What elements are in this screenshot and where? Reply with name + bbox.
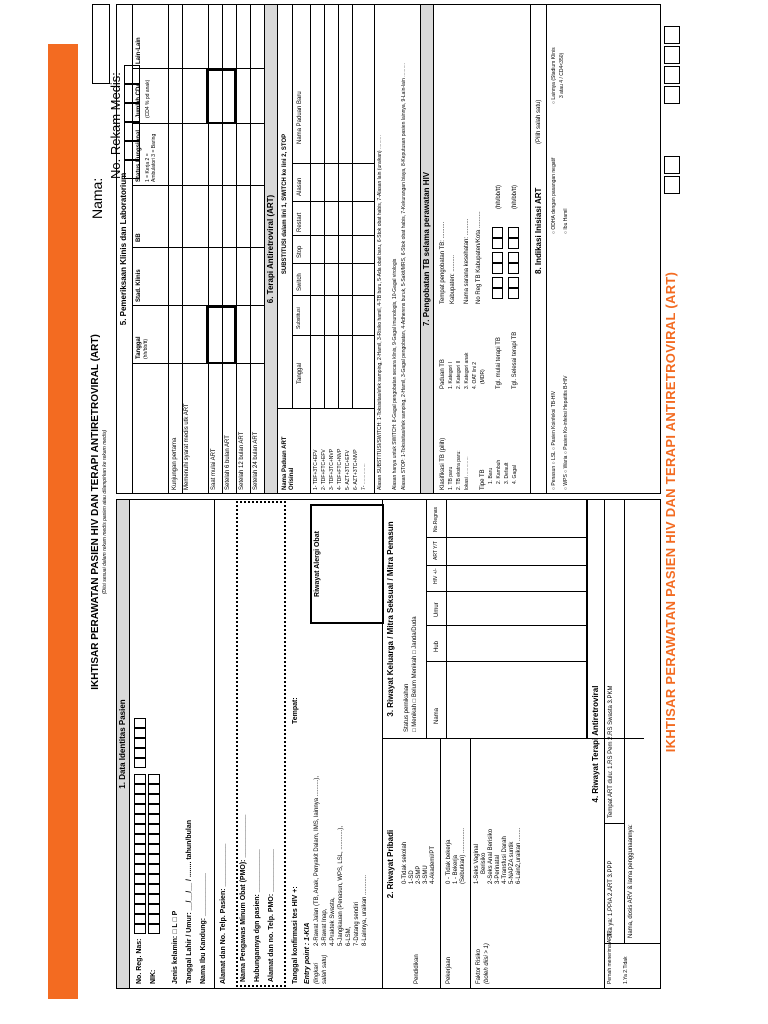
- nama-label: Nama:: [89, 177, 105, 219]
- regimen-item: 2- TDF+FTC+EFV: [321, 449, 327, 490]
- pekerjaan-label: Pekerjaan: [446, 956, 452, 984]
- paduan-option: (MDR): [480, 369, 486, 384]
- divider: [168, 4, 169, 494]
- date-box[interactable]: [492, 227, 503, 238]
- divider: [292, 163, 374, 164]
- entry-item: 7-Datang sendiri: [354, 901, 360, 946]
- nik-digit[interactable]: [148, 854, 160, 864]
- divider: [530, 4, 531, 494]
- divider: [292, 335, 374, 336]
- alamat-pmo[interactable]: Alamat dan no. Telp. PMO: ___________: [268, 849, 275, 982]
- entry-item: 4-Praktek Swasta,: [330, 897, 336, 946]
- nik-digit[interactable]: [148, 894, 160, 904]
- entry-note: salah satu): [322, 954, 328, 984]
- noreg-boxes: [134, 718, 146, 934]
- form-subtitle: (Diisi sesuai dalam rekam medis pasien atau dilampirkan ke rekam medis): [102, 429, 108, 595]
- tgl-mulai-boxes: [492, 227, 503, 299]
- row-24-bulan: Setelah 24 bulan ART: [253, 431, 259, 490]
- form-title: IKHTISAR PERAWATAN PASIEN HIV DAN TERAPI ANTIRETROVIRAL (ART): [90, 334, 101, 690]
- tanggal-lahir[interactable]: Tanggal Lahir / Umur: __/__/__ / ........ tahun/bulan: [186, 819, 193, 984]
- divider: [132, 4, 133, 494]
- nik-digit[interactable]: [148, 924, 160, 934]
- date-box[interactable]: [508, 252, 519, 263]
- pekerjaan-option[interactable]: 0 - Tidak bekerja: [446, 839, 452, 884]
- indikasi-option[interactable]: ○ ODHA dengan pasangan negatif: [551, 157, 557, 234]
- nik-digit[interactable]: [148, 884, 160, 894]
- section-8-title: 8. Indikasi Inisiasi ART: [534, 187, 543, 274]
- divider: [604, 823, 624, 824]
- entry-item: 8-Lainnya, uraikan ............: [362, 874, 368, 946]
- noreg-digit[interactable]: [134, 864, 146, 874]
- divider: [586, 499, 588, 739]
- jika-ya[interactable]: Jika ya: 1.PPIA 2.ART 3.PPP: [608, 860, 614, 938]
- col-tanggal-6: Tanggal: [297, 362, 303, 384]
- entry-item: 3-Rawat Inap,: [322, 908, 328, 946]
- pekerjaan-option[interactable]: (Sebutkan) ...............: [460, 827, 466, 884]
- cd4-highlight: [206, 69, 236, 124]
- tanggal-note: (hh/bb/tt): [143, 338, 149, 359]
- noreg-digit[interactable]: [134, 924, 146, 934]
- divider: [132, 363, 264, 364]
- faktor-option[interactable]: 6-Lain2,uraikan ........: [516, 827, 522, 884]
- col-lain-lain: Lain-Lain: [136, 37, 142, 64]
- noreg-digit[interactable]: [134, 758, 146, 768]
- divider: [624, 499, 625, 944]
- regimen-item: 6- AZT+3TC+NVP: [353, 449, 359, 490]
- col-bb: BB: [136, 233, 142, 242]
- date-box[interactable]: [508, 227, 519, 238]
- alasan-substitusi: Alasan SUBSTITUSI/SWITCH: 1-Toksisitas/efek samping, 2-Hamil, 3-Risiko hamil, 4-TB baru, 5-Ada obat baru, 6-Stok obat habis, 7-Alasan lain (uraikan) ..........: [377, 135, 383, 490]
- alasan-switch: Alasan hanya untuk SWITCH: 8-Gagal pengobatan secara klinis, 9-Gagal imunologis, 10-Gagal virologis: [392, 258, 398, 490]
- noreg-digit[interactable]: [134, 794, 146, 804]
- tempat-art-dulu[interactable]: Tempat ART dulu: 1.RS Pem 2.RS Swasta 3.PKM: [608, 685, 614, 818]
- tipe-tb: Tipe TB: [480, 469, 486, 490]
- col-tanggal: Tanggal: [136, 336, 142, 359]
- date-box[interactable]: [508, 288, 519, 299]
- section-1-title: 1. Data Identitas Pasien: [118, 699, 127, 789]
- indikasi-option[interactable]: ○ WPS ○ Waria ○ Pasien Ko-infeksi Hepatitis B-HIV: [563, 375, 569, 490]
- nik-digit[interactable]: [148, 874, 160, 884]
- divider: [132, 247, 264, 248]
- faktor-option[interactable]: 1-Seks Vaginal: [474, 844, 480, 884]
- col-nama: Nama: [434, 707, 440, 724]
- paduan-orisinal: Nama Paduan ART Orisinal: [282, 436, 295, 490]
- col-nama-paduan-baru: Nama Paduan Baru: [297, 91, 303, 144]
- riwayat-alergi-label: Riwayat Alergi Obat: [314, 531, 321, 597]
- regimen-item: 4- TDF+FTC+NVP: [337, 448, 343, 490]
- entry-item: 5-Jangkauan (Penasun, WPS, LSL, ............),: [338, 825, 344, 946]
- row-memenuhi-syarat: Memenuhi syarat medis utk ART: [184, 403, 190, 490]
- divider: [292, 295, 374, 296]
- hhbbtt: (hh/bb/tt): [496, 184, 502, 209]
- klasifikasi-option[interactable]: lokasi ..............: [464, 456, 470, 490]
- noreg-digit[interactable]: [134, 904, 146, 914]
- nik-digit[interactable]: [148, 834, 160, 844]
- klasifikasi-option[interactable]: 2. TB ekstra paru:: [456, 450, 462, 490]
- nik-digit[interactable]: [148, 824, 160, 834]
- entry-item: 6-LSM,: [346, 926, 352, 946]
- noreg-digit[interactable]: [134, 748, 146, 758]
- section-6-title: 6. Terapi Antiretroviral (ART): [266, 194, 275, 304]
- noreg-digit[interactable]: [134, 894, 146, 904]
- hhbbtt: (hh/bb/tt): [512, 184, 518, 209]
- orange-side-bar: [48, 44, 78, 999]
- konfirmasi-hiv[interactable]: Tanggal konfirmasi tes HIV +:: [292, 886, 299, 984]
- noreg-digit[interactable]: [134, 884, 146, 894]
- pendidikan-label: Pendidikan: [414, 954, 420, 984]
- section-4-title: 4. Riwayat Terapi Antiretroviral: [591, 685, 600, 803]
- footer-box[interactable]: [664, 86, 680, 104]
- footer-box[interactable]: [664, 156, 680, 174]
- right-column-frame: [116, 4, 661, 494]
- noreg-digit[interactable]: [134, 874, 146, 884]
- faktor-option[interactable]: 3-Perinatal: [495, 854, 501, 884]
- nama-field[interactable]: [92, 4, 110, 84]
- nama-pmo[interactable]: Nama Pengawas Minum Obat (PMO): ___________: [240, 814, 247, 982]
- noreg-tb[interactable]: No Reg TB Kabupaten/Kota ..........: [476, 211, 482, 304]
- divider: [352, 4, 353, 409]
- divider: [310, 4, 311, 494]
- nik-digit[interactable]: [148, 784, 160, 794]
- tipe-option[interactable]: 2. Kambuh: [496, 459, 502, 484]
- kabupaten[interactable]: Kabupaten: ..........: [450, 254, 456, 304]
- cd4-note: (CD4 % pd anak): [145, 79, 151, 118]
- nik-boxes: [148, 774, 160, 934]
- nik-digit[interactable]: [148, 914, 160, 924]
- noreg-digit[interactable]: [134, 728, 146, 738]
- regimen-item: 1- TDF+3TC+EFV: [313, 449, 319, 490]
- jenis-kelamin[interactable]: Jenis kelamin: □ L □ P: [172, 910, 179, 984]
- tgl-mulai-tb: Tgl. mulai terapi TB: [496, 337, 502, 389]
- tipe-option[interactable]: 3. Default: [504, 462, 510, 484]
- row-mulai-art: Saat mulai ART: [211, 448, 217, 490]
- col-jumlah-cd4: Jumlah CD4: [136, 83, 142, 118]
- noreg-digit[interactable]: [134, 814, 146, 824]
- footer-box[interactable]: [664, 26, 680, 44]
- col-alasan: Alasan: [297, 177, 303, 196]
- divider: [182, 4, 183, 494]
- pernah-art: Pernah menerima ART?: [607, 930, 613, 984]
- row-kunjungan-pertama: Kunjungan pertama: [172, 437, 178, 490]
- nik-digit[interactable]: [148, 794, 160, 804]
- section-5-title: 5. Pemeriksaan Klinis dan Laboratorium: [119, 172, 128, 326]
- indikasi-option[interactable]: ○ Penasun ○ LSL ○ Pasien Koinfeksi TB-HIV: [551, 390, 557, 490]
- nik-digit[interactable]: [148, 804, 160, 814]
- tempat-pengobatan-tb[interactable]: Tempat pengobatan TB: ..........: [440, 221, 446, 304]
- alasan-stop: Alasan STOP: 1-Toksisitas/efek samping, 2-Hamil, 3-Gagal pengobatan, 4-Adherens buruk, 5-Sakit/MRS, 6-Stok obat habis, 7-Kekurangan biaya, 8-Keputusan pasien lainnya, 9-Lain-lain ..........: [401, 62, 407, 490]
- klasifikasi-tb: Klasifikasi TB (pilih): [440, 437, 446, 490]
- footer-box[interactable]: [664, 46, 680, 64]
- entry-point: Entry point : 1-KIA: [304, 922, 311, 984]
- ya-tidak[interactable]: 1.Ya 2.Tidak: [623, 956, 629, 984]
- form-sheet: [84, 0, 714, 1024]
- divider: [382, 499, 383, 989]
- fungsional-note: 1 = Kerja 2 = Ambulatori 3 = Baring: [145, 133, 157, 182]
- klasifikasi-option[interactable]: 1. TB paru: [448, 466, 454, 490]
- section-3-title: 3. Riwayat Keluarga / Mitra Seksual / Mitra Penasun: [386, 521, 395, 717]
- col-status-fungsional: Status Fungsional: [136, 129, 142, 182]
- divider: [132, 68, 264, 69]
- divider: [214, 499, 215, 989]
- paduan-option[interactable]: 3. Kategori anak: [464, 352, 470, 389]
- divider: [338, 4, 339, 409]
- divider: [440, 739, 441, 989]
- noreg-digit[interactable]: [134, 844, 146, 854]
- noreg-digit[interactable]: [134, 854, 146, 864]
- paduan-option[interactable]: 1. Kategori I: [448, 362, 454, 389]
- date-box[interactable]: [492, 263, 503, 274]
- pendidikan-option[interactable]: 4-Akademi/PT: [430, 845, 436, 884]
- regimen-item: 3- TDF+3TC+NVP: [329, 448, 335, 490]
- noreg-digit[interactable]: [134, 784, 146, 794]
- noreg-digit[interactable]: [134, 738, 146, 748]
- date-box[interactable]: [492, 252, 503, 263]
- noreg-digit[interactable]: [134, 774, 146, 784]
- col-umur: Umur: [434, 602, 440, 617]
- row-12-bulan: Setelah 12 bulan ART: [239, 431, 245, 490]
- indikasi-option[interactable]: ○ Ibu Hamil: [563, 208, 569, 234]
- noreg-digit[interactable]: [134, 914, 146, 924]
- status-pernikahan-options[interactable]: □ Menikah □ Belum Menikah □ Janda/Duda: [412, 616, 418, 732]
- divider: [250, 4, 251, 494]
- faktor-risiko-label: Faktor Risiko: [476, 948, 482, 984]
- col-stad-klinis: Stad. Klinis: [136, 269, 142, 302]
- nik-digit[interactable]: [148, 814, 160, 824]
- divider: [292, 201, 374, 202]
- date-box[interactable]: [508, 238, 519, 249]
- divider: [446, 499, 447, 739]
- noreg-label: No. Reg. Nas:: [136, 938, 143, 984]
- divider: [236, 4, 237, 494]
- noreg-digit[interactable]: [134, 804, 146, 814]
- divider: [426, 565, 586, 566]
- pendidikan-option[interactable]: 3-SMU: [423, 865, 429, 884]
- footer-box[interactable]: [664, 176, 680, 194]
- divider: [278, 408, 374, 409]
- paduan-option[interactable]: 4. OAT lini 2: [472, 361, 478, 389]
- hubungan-pmo[interactable]: Hubungannya dgn pasien: ___________: [254, 849, 261, 982]
- paduan-option[interactable]: 2. Kategori II: [456, 360, 462, 389]
- pendidikan-option[interactable]: 0-Tidak sekolah: [402, 841, 408, 884]
- footer-boxes: [664, 26, 680, 104]
- tempat-konfirmasi[interactable]: Tempat:: [292, 697, 299, 724]
- tgl-selesai-boxes: [508, 227, 519, 299]
- faktor-option: Berisiko: [481, 852, 487, 874]
- tgl-selesai-tb: Tgl. Selesai terapi TB: [512, 331, 518, 389]
- pekerjaan-option[interactable]: 1 - Bekerja: [453, 854, 459, 884]
- divider: [426, 625, 586, 626]
- divider: [546, 4, 547, 494]
- nama-ibu[interactable]: Nama Ibu Kandung: ___________: [200, 873, 207, 984]
- mulai-art-highlight: [206, 306, 236, 364]
- date-box[interactable]: [492, 238, 503, 249]
- faktor-option[interactable]: 4-Transfusi Darah: [502, 836, 508, 884]
- divider: [132, 123, 264, 124]
- no-rekam-medis-label: No. Rekam Medis:: [108, 72, 123, 179]
- entry-note: (lingkari: [314, 962, 320, 984]
- date-box[interactable]: [508, 277, 519, 288]
- divider: [604, 499, 605, 989]
- tipe-option[interactable]: 1. Baru: [488, 467, 494, 484]
- nik-digit[interactable]: [148, 864, 160, 874]
- status-pernikahan-label: Status pernikahan: [404, 683, 410, 732]
- pendidikan-option[interactable]: 2-SMP: [416, 865, 422, 884]
- alamat-pasien[interactable]: Alamat dan No. Telp. Pasien: ___________: [220, 843, 227, 984]
- footer-title: IKHTISAR PERAWATAN PASIEN HIV DAN TERAPI ANTIRETROVIRAL (ART): [663, 271, 678, 753]
- date-box[interactable]: [492, 288, 503, 299]
- divider: [292, 235, 374, 236]
- tipe-option[interactable]: 4. Gagal: [512, 465, 518, 484]
- date-box[interactable]: [508, 263, 519, 274]
- col-stop: Stop: [297, 245, 303, 258]
- divider: [132, 185, 264, 186]
- faktor-option[interactable]: 2-Seks Anal Berisiko: [488, 828, 494, 884]
- section-2-title: 2. Riwayat Pribadi: [386, 829, 395, 899]
- noreg-digit[interactable]: [134, 834, 146, 844]
- row-6-bulan: Setelah 6 bulan ART: [225, 435, 231, 490]
- divider: [426, 661, 586, 662]
- section-8-note: (Pilih salah satu): [536, 99, 542, 144]
- nama-dosis-arv[interactable]: Nama, dosis ARV & lama penggunaannya:: [628, 824, 634, 938]
- col-restart: Restart: [297, 212, 303, 232]
- nama-sarana[interactable]: Nama sarana kesehatan: ..........: [464, 218, 470, 304]
- divider: [132, 305, 264, 306]
- divider: [292, 263, 374, 264]
- entry-item: 2-Rawat Jalan (TB, Anak, Penyakit Dalam, IMS, lainnya ..........),: [314, 775, 320, 946]
- faktor-option[interactable]: 5-NAPZA suntik: [509, 841, 515, 884]
- col-substitusi: Substitusi: [296, 307, 302, 329]
- divider: [604, 943, 661, 944]
- noreg-digit[interactable]: [134, 824, 146, 834]
- footer-boxes: [664, 156, 680, 194]
- col-hub: Hub: [434, 640, 440, 652]
- nik-digit[interactable]: [148, 904, 160, 914]
- divider: [470, 739, 471, 989]
- indikasi-option[interactable]: ○ Lainnya (Stadium Klinis: [551, 47, 557, 104]
- col-noregnas: No.Regnas: [433, 506, 439, 532]
- section-7-title: 7. Pengobatan TB selama perawatan HIV: [422, 171, 431, 327]
- indikasi-option-note: 3 atau 4 / CD4<350): [559, 52, 565, 98]
- nik-digit[interactable]: [148, 774, 160, 784]
- divider: [426, 499, 427, 739]
- col-art: ART Y/T: [433, 541, 439, 560]
- nik-label: NIK:: [150, 969, 157, 984]
- divider: [374, 4, 375, 494]
- footer-box[interactable]: [664, 66, 680, 84]
- pendidikan-option[interactable]: 1-SD: [409, 870, 415, 884]
- subst-header: SUBSTITUSI dalam lini 1, SWITCH ke lini 2, STOP: [282, 133, 288, 275]
- divider: [324, 4, 325, 409]
- regimen-item: 5- AZT+3TC+EFV: [345, 449, 351, 490]
- col-hiv: HIV +/-: [433, 568, 439, 584]
- divider: [426, 537, 586, 538]
- regimen-item: 7- ...............: [361, 463, 367, 490]
- nik-digit[interactable]: [148, 844, 160, 854]
- noreg-digit[interactable]: [134, 718, 146, 728]
- date-box[interactable]: [492, 277, 503, 288]
- paduan-tb: Paduan TB: [440, 359, 446, 389]
- col-switch: Switch: [297, 273, 303, 291]
- divider: [426, 591, 586, 592]
- divider: [292, 4, 293, 409]
- faktor-note: (boleh diisi > 1): [484, 943, 490, 984]
